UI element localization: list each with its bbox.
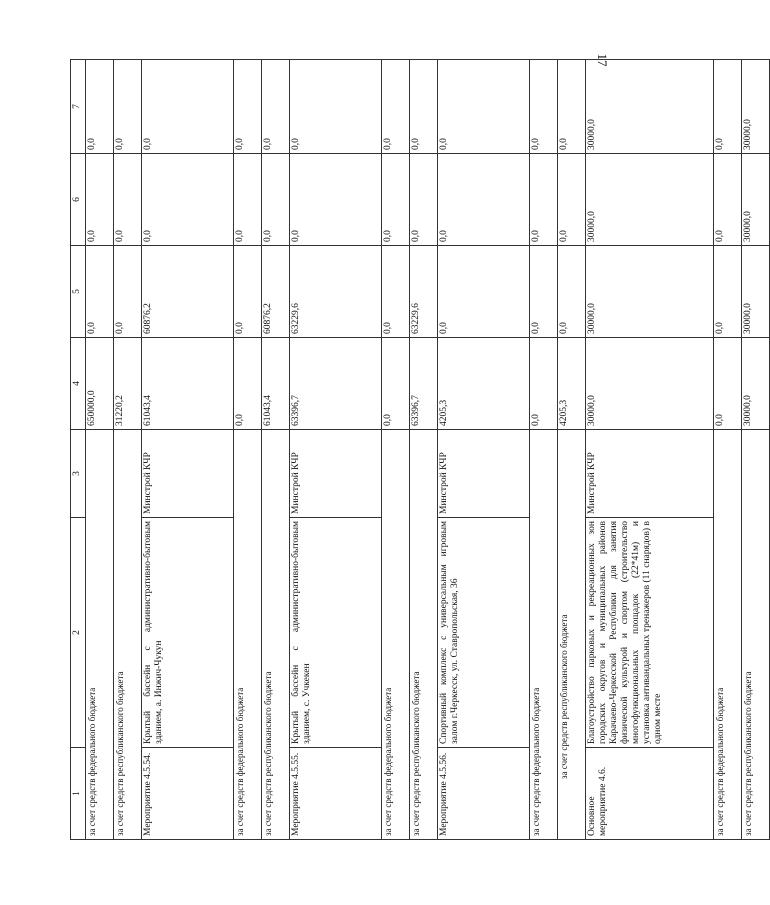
funding-source-label: за счет средств федерального бюджета xyxy=(234,430,262,840)
activity-name: Благоустройство парковых и рекреационных зон городских округов и муниципальных районов Карачаево-Черкесской Республики для занятия физической культурой и спортом (строительство многофункциональных площадок (22*41м) и установка антивандальных тренажеров (11 снарядов) в одном месте xyxy=(586,518,714,748)
rotated-page xyxy=(70,60,753,840)
funding-source-label: за счет средств республиканского бюджета xyxy=(742,430,770,840)
amount-cell: 30000,0 xyxy=(742,60,770,154)
amount-cell: 0,0 xyxy=(382,60,410,154)
activity-row xyxy=(290,60,382,840)
activity-row xyxy=(586,60,714,840)
funding-source-row xyxy=(234,60,262,840)
activity-name: Крытый бассейн с административно-бытовым зданием, с. Учкекен xyxy=(290,518,382,748)
amount-cell: 63229,6 xyxy=(410,246,438,338)
amount-cell: 30000,0 xyxy=(586,338,714,430)
amount-cell: 0,0 xyxy=(714,60,742,154)
funding-source-label: за счет средств федерального бюджета xyxy=(714,430,742,840)
amount-cell: 0,0 xyxy=(262,60,290,154)
amount-cell: 0,0 xyxy=(86,246,114,338)
funding-source-label: за счет средств федерального бюджета xyxy=(530,430,558,840)
activity-row xyxy=(438,60,530,840)
amount-cell: 30000,0 xyxy=(586,246,714,338)
budget-table xyxy=(70,59,770,840)
amount-cell: 0,0 xyxy=(234,338,262,430)
funding-source-row xyxy=(742,60,770,840)
header-row xyxy=(71,60,86,840)
funding-source-row xyxy=(262,60,290,840)
funding-source-label: за счет средств республиканского бюджета xyxy=(410,430,438,840)
amount-cell: 61043,4 xyxy=(142,338,234,430)
amount-cell: 0,0 xyxy=(714,338,742,430)
funding-source-label: за счет средств федерального бюджета xyxy=(86,430,114,840)
col-header: 3 xyxy=(71,430,86,518)
amount-cell: 0,0 xyxy=(290,154,382,246)
amount-cell: 0,0 xyxy=(438,60,530,154)
amount-cell: 0,0 xyxy=(558,246,586,338)
col-header: 2 xyxy=(71,518,86,748)
amount-cell: 0,0 xyxy=(438,246,530,338)
amount-cell: 0,0 xyxy=(714,246,742,338)
amount-cell: 0,0 xyxy=(530,154,558,246)
amount-cell: 0,0 xyxy=(114,246,142,338)
col-header: 5 xyxy=(71,246,86,338)
activity-name: Крытый бассейн с административно-бытовым зданием, а. Инжич-Чукун xyxy=(142,518,234,748)
executor: Минстрой КЧР xyxy=(290,430,382,518)
amount-cell: 0,0 xyxy=(234,60,262,154)
table-body xyxy=(71,60,770,840)
amount-cell: 0,0 xyxy=(410,154,438,246)
funding-source-label: за счет средств республиканского бюджета xyxy=(262,430,290,840)
amount-cell: 650000,0 xyxy=(86,338,114,430)
amount-cell: 0,0 xyxy=(530,338,558,430)
funding-source-row xyxy=(410,60,438,840)
amount-cell: 4205,3 xyxy=(558,338,586,430)
amount-cell: 30000,0 xyxy=(742,154,770,246)
activity-code: Мероприятие 4.5.54. xyxy=(142,748,234,840)
funding-source-label: за счет средств республиканского бюджета xyxy=(114,430,142,840)
amount-cell: 0,0 xyxy=(530,60,558,154)
amount-cell: 0,0 xyxy=(530,246,558,338)
amount-cell: 0,0 xyxy=(382,338,410,430)
amount-cell: 30000,0 xyxy=(586,60,714,154)
activity-name: Спортивный комплекс с универсальным игровым залом г.Черкесск, ул. Ставропольская, 36 xyxy=(438,518,530,748)
amount-cell: 31220,2 xyxy=(114,338,142,430)
amount-cell: 0,0 xyxy=(290,60,382,154)
col-header: 4 xyxy=(71,338,86,430)
page-number: 17 xyxy=(595,53,610,67)
activity-row xyxy=(142,60,234,840)
activity-code: Основное мероприятие 4.6. xyxy=(586,748,714,840)
executor: Минстрой КЧР xyxy=(142,430,234,518)
amount-cell: 63229,6 xyxy=(290,246,382,338)
amount-cell: 63396,7 xyxy=(410,338,438,430)
col-header: 6 xyxy=(71,154,86,246)
amount-cell: 0,0 xyxy=(382,154,410,246)
funding-source-row xyxy=(558,60,586,840)
amount-cell: 0,0 xyxy=(114,154,142,246)
amount-cell: 0,0 xyxy=(714,154,742,246)
amount-cell: 30000,0 xyxy=(586,154,714,246)
amount-cell: 63396,7 xyxy=(290,338,382,430)
funding-source-row xyxy=(86,60,114,840)
funding-source-row xyxy=(382,60,410,840)
amount-cell: 61043,4 xyxy=(262,338,290,430)
funding-source-row xyxy=(114,60,142,840)
amount-cell: 0,0 xyxy=(438,154,530,246)
activity-code: Мероприятие 4.5.56. xyxy=(438,748,530,840)
amount-cell: 60876,2 xyxy=(262,246,290,338)
funding-source-row xyxy=(714,60,742,840)
amount-cell: 0,0 xyxy=(558,60,586,154)
amount-cell: 30000,0 xyxy=(742,338,770,430)
amount-cell: 0,0 xyxy=(234,154,262,246)
col-header: 7 xyxy=(71,60,86,154)
executor: Минстрой КЧР xyxy=(586,430,714,518)
executor: Минстрой КЧР xyxy=(438,430,530,518)
amount-cell: 0,0 xyxy=(114,60,142,154)
funding-source-label: за счет средств федерального бюджета xyxy=(382,430,410,840)
amount-cell: 0,0 xyxy=(558,154,586,246)
amount-cell: 0,0 xyxy=(234,246,262,338)
activity-code: Мероприятие 4.5.55. xyxy=(290,748,382,840)
amount-cell: 0,0 xyxy=(86,154,114,246)
amount-cell: 0,0 xyxy=(142,154,234,246)
funding-source-row xyxy=(530,60,558,840)
amount-cell: 0,0 xyxy=(410,60,438,154)
amount-cell: 0,0 xyxy=(382,246,410,338)
amount-cell: 30000,0 xyxy=(742,246,770,338)
col-header: 1 xyxy=(71,748,86,840)
funding-source-label: за счет средств республиканского бюджета xyxy=(558,430,586,840)
amount-cell: 60876,2 xyxy=(142,246,234,338)
amount-cell: 0,0 xyxy=(86,60,114,154)
amount-cell: 0,0 xyxy=(262,154,290,246)
amount-cell: 4205,3 xyxy=(438,338,530,430)
amount-cell: 0,0 xyxy=(142,60,234,154)
